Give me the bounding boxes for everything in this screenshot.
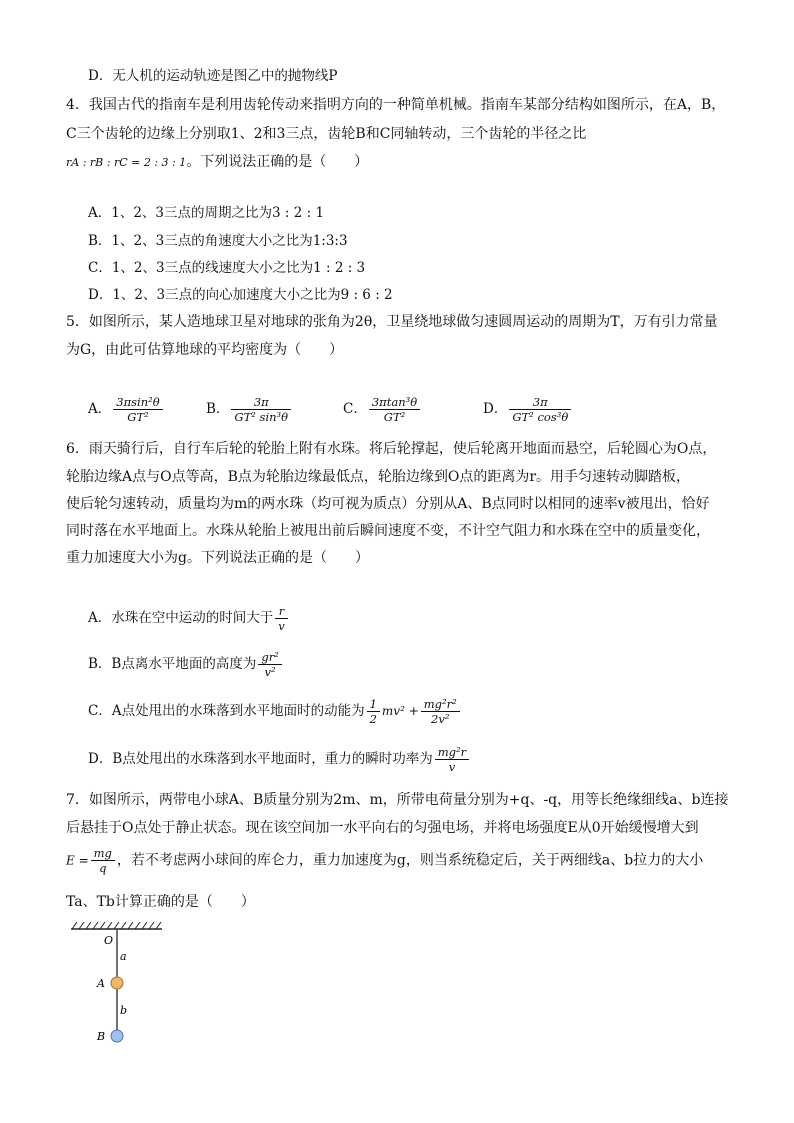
q4-stem-line1: 4．我国古代的指南车是利用齿轮传动来指明方向的一种简单机械。指南车某部分结构如图所示，在A，B， — [66, 97, 726, 113]
q6-option-c-half-numerator: 1 — [367, 697, 380, 712]
q5-option-c-label: C． — [343, 401, 367, 417]
q6-option-c-text: C．A点处甩出的水珠落到水平地面时的动能为 — [88, 703, 365, 719]
q7-field-eq: E = — [66, 853, 89, 868]
q4-stem-tail: 。下列说法正确的是（ ） — [186, 154, 369, 170]
q7-stem-line1: 7．如图所示，两带电小球A、B质量分别为2m、m，所带电荷量分别为+q、-q，用等长绝缘细线a、b连接 — [66, 792, 729, 808]
q6-option-d-text: D．B点处甩出的水珠落到水平地面时，重力的瞬时功率为 — [88, 751, 433, 767]
q6-option-b-text: B．B点离水平地面的高度为 — [88, 656, 257, 672]
q6-option-b-numerator: gr² — [258, 650, 281, 665]
q6-stem-line1: 6．雨天骑行后，自行车后轮的轮胎上附有水珠。将后轮撑起，使后轮离开地面而悬空，后轮圆心为O点， — [66, 441, 717, 457]
q5-option-a — [88, 395, 165, 424]
q6-option-d-denominator: v — [448, 760, 456, 774]
q6-stem-line5: 重力加速度大小为g。下列说法正确的是（ ） — [66, 550, 369, 566]
q6-option-b — [88, 650, 284, 679]
q6-option-a-text: A．水珠在空中运动的时间大于 — [88, 610, 274, 626]
label-thread-a: a — [120, 950, 127, 963]
q5-option-c-denominator: GT² — [383, 410, 406, 424]
ball-b — [111, 1030, 123, 1042]
q6-stem-line3: 使后轮匀速转动，质量均为m的两水珠（均可视为质点）分别从A、B点同时以相同的速率v被甩出，恰好 — [66, 496, 710, 512]
q6-option-b-denominator: v² — [264, 665, 276, 679]
q5-option-b-label: B． — [206, 401, 230, 417]
q5-option-b — [206, 395, 293, 424]
q5-stem-line2: 为G，由此可估算地球的平均密度为（ ） — [66, 342, 344, 358]
q5-option-d-numerator: 3π — [509, 395, 571, 410]
q4-stem-line3 — [66, 153, 368, 172]
q5-option-a-label: A． — [88, 401, 112, 417]
q5-stem-line1: 5．如图所示，某人造地球卫星对地球的张角为2θ，卫星绕地球做匀速圆周运动的周期为T，万有引力常量 — [66, 314, 718, 330]
q7-field-denominator: q — [99, 861, 107, 875]
q6-option-c-half-denominator: 2 — [369, 712, 377, 726]
q4-option-a: A．1、2、3三点的周期之比为3 : 2 : 1 — [88, 205, 325, 221]
q5-option-b-numerator: 3π — [231, 395, 291, 410]
q5-option-d-label: D． — [483, 401, 508, 417]
q7-stem-line3 — [66, 846, 703, 875]
q5-option-b-denominator: GT² sin³θ — [234, 410, 289, 424]
q4-option-d: D．1、2、3三点的向心加速度大小之比为9 : 6 : 2 — [88, 287, 393, 303]
q5-option-a-numerator: 3πsin²θ — [113, 395, 162, 410]
q6-option-c-numerator: mg²r² — [421, 697, 460, 712]
q6-option-d — [88, 745, 471, 774]
q7-field-numerator: mg — [91, 846, 115, 861]
q4-stem-line2: C三个齿轮的边缘上分别取1、2和3三点，齿轮B和C同轴转动，三个齿轮的半径之比 — [66, 126, 587, 142]
q6-option-c — [88, 697, 462, 726]
pendulum-diagram — [66, 920, 176, 1050]
label-ball-a: A — [97, 977, 105, 990]
q5-option-d — [483, 395, 573, 424]
q4-option-c: C．1、2、3三点的线速度大小之比为1 : 2 : 3 — [88, 260, 366, 276]
q5-option-d-denominator: GT² cos³θ — [512, 410, 569, 424]
q7-stem-line4: Ta、Tb计算正确的是（ ） — [66, 894, 255, 910]
q5-option-c-numerator: 3πtan³θ — [369, 395, 420, 410]
ceiling-hatching — [72, 922, 161, 929]
q6-option-a — [88, 604, 290, 633]
q4-radius-ratio: rA : rB : rC = 2 : 3 : 1 — [66, 156, 187, 169]
q6-option-a-numerator: r — [275, 604, 288, 619]
q6-option-d-numerator: mg²r — [435, 745, 469, 760]
q6-option-a-denominator: v — [278, 619, 285, 633]
ball-a — [111, 977, 123, 989]
q6-stem-line4: 同时落在水平地面上。水珠从轮胎上被甩出前后瞬间速度不变，不计空气阻力和水珠在空中的质量变化， — [66, 523, 710, 539]
q4-option-b: B．1、2、3三点的角速度大小之比为1:3:3 — [88, 233, 348, 249]
q6-option-c-middle: mv² + — [381, 704, 419, 718]
label-thread-b: b — [120, 1004, 128, 1017]
q6-option-c-denominator: 2v² — [431, 712, 450, 726]
q6-stem-line2: 轮胎边缘A点与O点等高，B点为轮胎边缘最低点，轮胎边缘到O点的距离为r。用手匀速转动脚踏板， — [66, 469, 691, 485]
q7-stem-line3-rest: ，若不考虑两小球间的库仑力，重力加速度为g，则当系统稳定后，关于两细线a、b拉力的大小 — [116, 852, 704, 869]
label-o: O — [104, 934, 114, 947]
q5-option-a-denominator: GT² — [127, 410, 149, 424]
q3-option-d: D．无人机的运动轨迹是图乙中的抛物线P — [88, 68, 338, 84]
label-ball-b: B — [97, 1030, 106, 1043]
q7-stem-line2: 后悬挂于O点处于静止状态。现在该空间加一水平向右的匀强电场，并将电场强度E从0开始缓慢增大到 — [66, 820, 699, 836]
q5-option-c — [343, 395, 422, 424]
